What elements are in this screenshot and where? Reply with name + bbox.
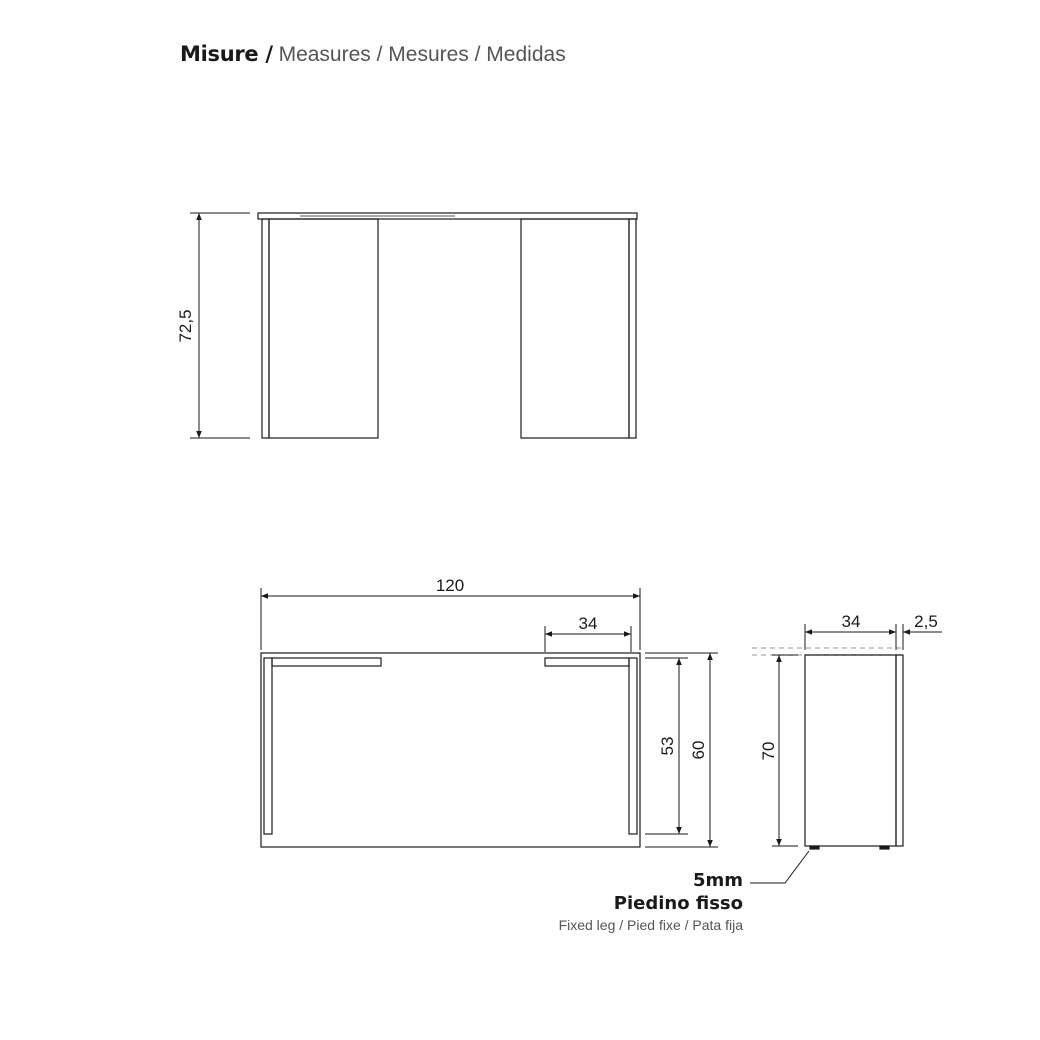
fixed-leg-leader [750, 851, 809, 883]
title-translations: Measures / Mesures / Medidas [278, 43, 566, 66]
top-right-leg-back [545, 658, 629, 666]
fixed-leg-foot-left[interactable] [810, 846, 819, 849]
fixed-leg-size: 5mm [692, 870, 743, 891]
front-right-leg-panel [629, 219, 636, 438]
top-tabletop [261, 653, 640, 847]
fixed-leg-subtitle: Fixed leg / Pied fixe / Pata fija [558, 917, 743, 933]
side-leg [805, 655, 896, 846]
top-left-leg-back [272, 658, 381, 666]
top-leg-depth-label: 34 [578, 614, 598, 633]
top-depth-label: 60 [689, 740, 708, 760]
fixed-leg-foot-right[interactable] [880, 846, 889, 849]
side-width-label: 34 [841, 612, 861, 631]
side-thickness-label: 2,5 [914, 612, 938, 631]
front-left-leg-panel [262, 219, 269, 438]
front-left-leg [269, 219, 378, 438]
fixed-leg-title: Piedino fisso [613, 893, 743, 914]
title-italian: Misure / [180, 42, 273, 66]
top-view [261, 653, 640, 847]
side-leg-panel [896, 655, 903, 846]
top-width-label: 120 [435, 576, 465, 595]
side-height-label: 70 [759, 741, 778, 761]
top-inner-depth-label: 53 [658, 736, 677, 756]
front-right-leg [521, 219, 629, 438]
top-right-leg-side [629, 658, 637, 834]
front-view [258, 213, 637, 438]
front-height-dimension [190, 213, 250, 438]
top-left-leg-side [264, 658, 272, 834]
front-height-label: 72,5 [176, 309, 195, 343]
